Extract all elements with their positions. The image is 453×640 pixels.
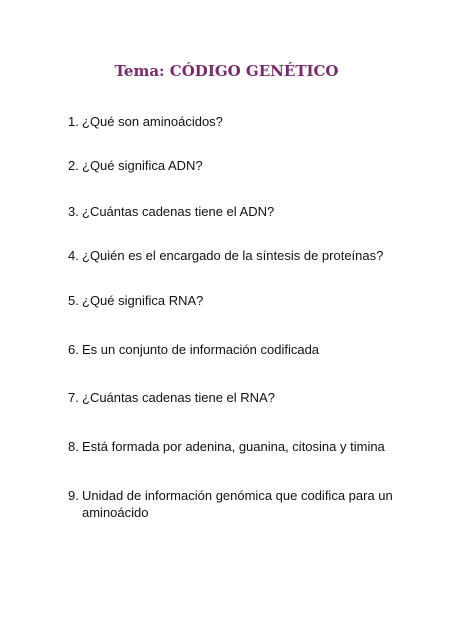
question-number: 9. (68, 488, 79, 503)
question-text: ¿Qué son aminoácidos? (82, 114, 223, 129)
question-number: 1. (68, 114, 79, 129)
question-item (68, 389, 398, 406)
question-item (68, 341, 398, 358)
question-item (68, 113, 398, 130)
question-item (68, 292, 398, 309)
question-text: ¿Qué significa RNA? (82, 293, 204, 308)
question-text: ¿Quién es el encargado de la síntesis de proteínas? (82, 248, 384, 263)
question-item (68, 487, 398, 521)
document-title: Tema: CÓDIGO GENÉTICO (114, 62, 339, 80)
question-item (68, 438, 398, 455)
question-text: ¿Qué significa ADN? (82, 158, 203, 173)
question-number: 6. (68, 342, 79, 357)
question-item (68, 247, 398, 264)
question-text: ¿Cuántas cadenas tiene el RNA? (82, 390, 275, 405)
question-item (68, 203, 398, 220)
question-text: Unidad de información genómica que codifica para un aminoácido (82, 488, 393, 520)
question-number: 3. (68, 204, 79, 219)
question-number: 4. (68, 248, 79, 263)
question-text: Está formada por adenina, guanina, citosina y timina (82, 439, 385, 454)
question-number: 5. (68, 293, 79, 308)
question-text: Es un conjunto de información codificada (82, 342, 320, 357)
question-item (68, 157, 398, 174)
question-number: 7. (68, 390, 79, 405)
question-number: 8. (68, 439, 79, 454)
question-number: 2. (68, 158, 79, 173)
question-text: ¿Cuántas cadenas tiene el ADN? (82, 204, 275, 219)
